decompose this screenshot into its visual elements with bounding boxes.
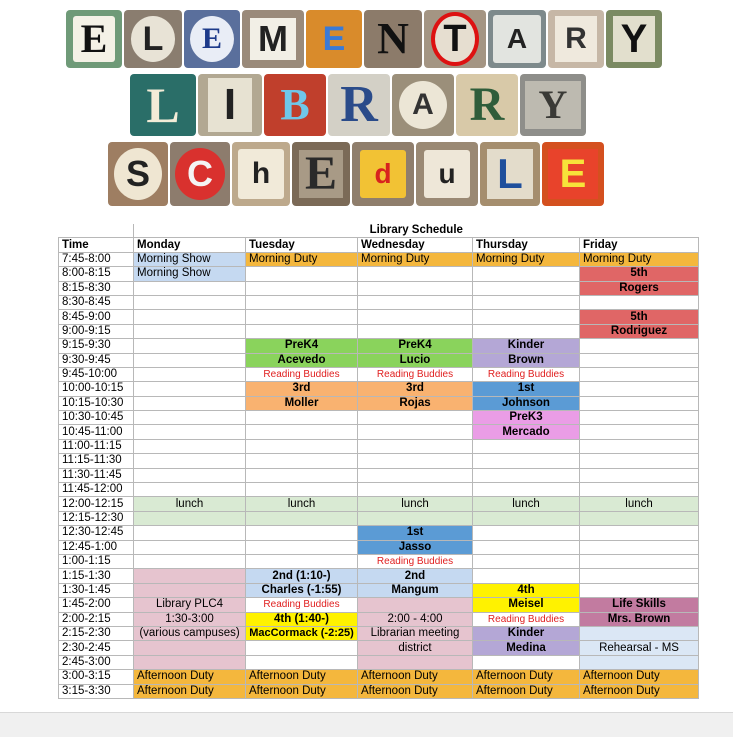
cell-brown: Brown [473,353,580,367]
cell-afternoon-duty: Afternoon Duty [246,684,358,698]
table-row [59,526,699,540]
letter-tile: E [66,10,122,68]
cell-reading-buddies: Reading Buddies [473,367,580,381]
cell-morning-duty: Morning Duty [473,252,580,266]
library-schedule-table [58,224,699,699]
time-cell: 12:45-1:00 [59,540,134,554]
header-thursday: Thursday [473,238,580,252]
letter-tile: E [184,10,240,68]
cell-2nd-time: 2nd (1:10-) [246,569,358,583]
time-cell: 9:30-9:45 [59,353,134,367]
cell-rehearsal: Rehearsal - MS [580,641,699,655]
letter-tile: C [170,142,230,206]
cell-rodriguez: Rodriguez [580,324,699,338]
table-row [59,324,699,338]
time-cell: 2:00-2:15 [59,612,134,626]
letter-tile: E [292,142,350,206]
cell-meeting-label: Librarian meeting [358,626,473,640]
time-cell: 1:45-2:00 [59,598,134,612]
cell-lunch: lunch [358,497,473,511]
time-cell: 1:15-1:30 [59,569,134,583]
cell-5th: 5th [580,267,699,281]
table-row [59,310,699,324]
table-row [59,281,699,295]
time-cell: 8:15-8:30 [59,281,134,295]
letter-tile: R [328,74,390,136]
cell-5th: 5th [580,310,699,324]
cell-plc: Library PLC4 [134,598,246,612]
header-time: Time [59,238,134,252]
time-cell: 9:15-9:30 [59,339,134,353]
time-cell: 7:45-8:00 [59,252,134,266]
cell-afternoon-duty: Afternoon Duty [473,670,580,684]
cell-afternoon-duty: Afternoon Duty [473,684,580,698]
cell-kinder: Kinder [473,626,580,640]
bottom-bar [0,712,733,737]
time-cell: 2:15-2:30 [59,626,134,640]
time-cell: 3:00-3:15 [59,670,134,684]
letter-tile: B [264,74,326,136]
time-cell: 8:45-9:00 [59,310,134,324]
cell-afternoon-duty: Afternoon Duty [358,670,473,684]
table-row [59,598,699,612]
cell-morning-show: Morning Show [134,267,246,281]
table-row [59,468,699,482]
time-cell: 9:45-10:00 [59,367,134,381]
letter-tile: L [480,142,540,206]
table-row [59,367,699,381]
cell-rojas: Rojas [358,396,473,410]
cell-plc-campuses: (various campuses) [134,626,246,640]
letter-tile: T [424,10,486,68]
letter-tile: M [242,10,304,68]
cell-2nd: 2nd [358,569,473,583]
table-row [59,497,699,511]
cell-lunch: lunch [473,497,580,511]
time-cell: 1:00-1:15 [59,554,134,568]
cell-medina: Medina [473,641,580,655]
cell-rogers: Rogers [580,281,699,295]
cell-morning-duty: Morning Duty [358,252,473,266]
time-cell: 10:30-10:45 [59,411,134,425]
table-row [59,382,699,396]
table-row [59,295,699,309]
table-row [59,684,699,698]
cell-3rd: 3rd [358,382,473,396]
time-cell: 11:30-11:45 [59,468,134,482]
cell-meisel: Meisel [473,598,580,612]
banner-library [0,74,733,136]
cell-reading-buddies: Reading Buddies [358,554,473,568]
time-cell: 10:15-10:30 [59,396,134,410]
cell-acevedo: Acevedo [246,353,358,367]
cell-afternoon-duty: Afternoon Duty [134,684,246,698]
header-row [59,238,699,252]
cell-reading-buddies: Reading Buddies [473,612,580,626]
cell-4th: 4th [473,583,580,597]
table-row [59,641,699,655]
cell-afternoon-duty: Afternoon Duty [246,670,358,684]
cell-moller: Moller [246,396,358,410]
time-cell: 12:30-12:45 [59,526,134,540]
cell-morning-duty: Morning Duty [580,252,699,266]
time-cell: 11:45-12:00 [59,483,134,497]
cell-mangum: Mangum [358,583,473,597]
letter-tile: E [542,142,604,206]
letter-tile: R [548,10,604,68]
letter-tile: L [130,74,196,136]
table-row [59,612,699,626]
time-cell: 9:00-9:15 [59,324,134,338]
time-cell: 12:15-12:30 [59,511,134,525]
cell-mercado: Mercado [473,425,580,439]
cell-prek4: PreK4 [358,339,473,353]
cell-lunch: lunch [580,497,699,511]
table-row [59,396,699,410]
table-row [59,670,699,684]
letter-tile: R [456,74,518,136]
cell-maccormack: MacCormack (-2:25) [246,626,358,640]
cell-3rd: 3rd [246,382,358,396]
letter-tile: N [364,10,422,68]
table-row [59,339,699,353]
header-wednesday: Wednesday [358,238,473,252]
cell-kinder: Kinder [473,339,580,353]
cell-jasso: Jasso [358,540,473,554]
table-row [59,353,699,367]
time-cell: 2:30-2:45 [59,641,134,655]
letter-tile: u [416,142,478,206]
time-cell: 10:45-11:00 [59,425,134,439]
cell-afternoon-duty: Afternoon Duty [358,684,473,698]
letter-tile: Y [520,74,586,136]
cell-prek4: PreK4 [246,339,358,353]
cell-prek3: PreK3 [473,411,580,425]
table-row [59,569,699,583]
schedule-title: Library Schedule [134,224,699,238]
table-row [59,425,699,439]
letter-tile: h [232,142,290,206]
table-row [59,655,699,669]
cell-afternoon-duty: Afternoon Duty [580,684,699,698]
header-friday: Friday [580,238,699,252]
table-row [59,540,699,554]
cell-afternoon-duty: Afternoon Duty [134,670,246,684]
table-row [59,511,699,525]
time-cell: 2:45-3:00 [59,655,134,669]
header-tuesday: Tuesday [246,238,358,252]
header-monday: Monday [134,238,246,252]
banner-elementary [0,10,733,68]
cell-afternoon-duty: Afternoon Duty [580,670,699,684]
table-row [59,626,699,640]
time-cell: 11:00-11:15 [59,439,134,453]
table-row [59,267,699,281]
time-cell: 12:00-12:15 [59,497,134,511]
table-row [59,583,699,597]
cell-lunch: lunch [134,497,246,511]
cell-1st: 1st [473,382,580,396]
cell-1st: 1st [358,526,473,540]
cell-johnson: Johnson [473,396,580,410]
table-row [59,252,699,266]
table-row [59,411,699,425]
banner-schedule [0,142,733,206]
cell-lunch: lunch [246,497,358,511]
cell-meeting-time: 2:00 - 4:00 [358,612,473,626]
cell-meeting-district: district [358,641,473,655]
cell-morning-duty: Morning Duty [246,252,358,266]
cell-reading-buddies: Reading Buddies [246,598,358,612]
letter-tile: d [352,142,414,206]
table-row [59,454,699,468]
cell-mrs-brown: Mrs. Brown [580,612,699,626]
letter-tile: I [198,74,262,136]
cell-lucio: Lucio [358,353,473,367]
cell-plc-time: 1:30-3:00 [134,612,246,626]
time-cell: 11:15-11:30 [59,454,134,468]
time-cell: 8:30-8:45 [59,295,134,309]
time-cell: 1:30-1:45 [59,583,134,597]
table-row [59,439,699,453]
letter-tile: E [306,10,362,68]
time-cell: 3:15-3:30 [59,684,134,698]
letter-tile: L [124,10,182,68]
table-row [59,483,699,497]
cell-reading-buddies: Reading Buddies [358,367,473,381]
letter-tile: A [392,74,454,136]
cell-4th-time: 4th (1:40-) [246,612,358,626]
cell-life-skills: Life Skills [580,598,699,612]
cell-morning-show: Morning Show [134,252,246,266]
cell-charles: Charles (-1:55) [246,583,358,597]
letter-tile: S [108,142,168,206]
table-row [59,554,699,568]
time-cell: 10:00-10:15 [59,382,134,396]
time-cell: 8:00-8:15 [59,267,134,281]
letter-tile: Y [606,10,662,68]
cell-reading-buddies: Reading Buddies [246,367,358,381]
letter-tile: A [488,10,546,68]
